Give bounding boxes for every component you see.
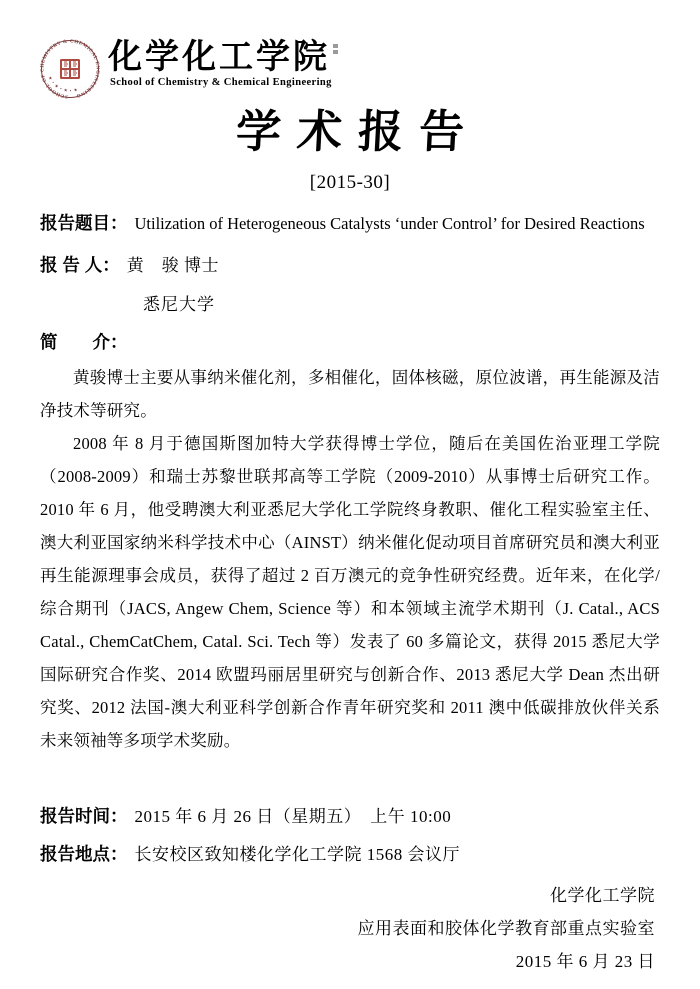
logo-signature-mark (333, 44, 338, 56)
signature-lab: 应用表面和胶体化学教育部重点实验室 (357, 919, 655, 938)
signature-date: 2015 年 6 月 23 日 (515, 952, 655, 971)
speaker-row (40, 251, 660, 280)
school-logo (40, 38, 660, 102)
seal-ring-stars: ★•★•★•★ (47, 75, 81, 94)
report-title-value: Utilization of Heterogeneous Catalysts ‘under Control’ for Desired Reactions (134, 214, 645, 233)
logo-school-name-cn-text: 化学化工学院 (108, 39, 330, 76)
logo-text-block (108, 38, 338, 88)
report-venue-row (40, 839, 660, 870)
logo-school-name-cn (108, 40, 338, 76)
page-title: 学术报告 (234, 107, 482, 157)
signature-org: 化学化工学院 (550, 886, 655, 905)
seal-ring-text: SCHOOL OF CHEMISTRY & CHEMICAL ENGINEERING (40, 39, 100, 99)
logo-school-name-en: School of Chemistry & Chemical Engineering (110, 77, 332, 88)
signature-block (40, 879, 660, 978)
intro-body (40, 361, 660, 757)
report-time-label: 报告时间： (40, 806, 128, 826)
speaker-affiliation: 悉尼大学 (143, 295, 215, 314)
intro-label-row (40, 327, 660, 357)
report-venue-label: 报告地点： (40, 844, 128, 864)
intro-paragraph-1: 黄骏博士主要从事纳米催化剂，多相催化，固体核磁，原位波谱，再生能源及洁净技术等研究。 (40, 368, 660, 420)
school-seal-icon (40, 38, 100, 100)
report-title-label: 报告题目： (40, 213, 128, 233)
intro-paragraph-2: 2008 年 8 月于德国斯图加特大学获得博士学位，随后在美国佐治亚理工学院（2008-2009）和瑞士苏黎世联邦高等工学院（2009-2010）从事博士后研究工作。2010 年 6 月，他受聘澳大利亚悉尼大学化工学院终身教职、催化工程实验室主任、澳大利亚国家纳米科学技术中心（AINST）纳米催化促动项目首席研究员和澳大利亚再生能源理事会成员，获得了超过 2 百万澳元的竞争性研究经费。近年来，在化学/综合期刊（JACS, Angew Chem, Science 等）和本领域主流学术期刊（J. Catal., ACS Catal., ChemCatChem, Catal. Sci. Tech 等）发表了 60 多篇论文，获得 2015 悉尼大学国际研究合作奖、2014 欧盟玛丽居里研究与创新合作、2013 悉尼大学 Dean 杰出研究奖、2012 法国-澳大利亚科学创新合作青年研究奖和 2011 澳中低碳排放伙伴关系未来领袖等多项学术奖励。 (40, 434, 660, 750)
report-time-row (40, 801, 660, 832)
intro-label: 简 介： (40, 332, 128, 352)
speaker-label: 报 告 人： (40, 255, 120, 275)
speaker-name: 黄 骏 博士 (126, 256, 219, 275)
seal-stamp (60, 59, 80, 79)
report-time-value: 2015 年 6 月 26 日（星期五） 上午 10:00 (134, 807, 452, 826)
issue-number: [2015-30] (309, 172, 391, 193)
report-title-row (40, 209, 660, 238)
report-venue-value: 长安校区致知楼化学化工学院 1568 会议厅 (134, 845, 460, 864)
